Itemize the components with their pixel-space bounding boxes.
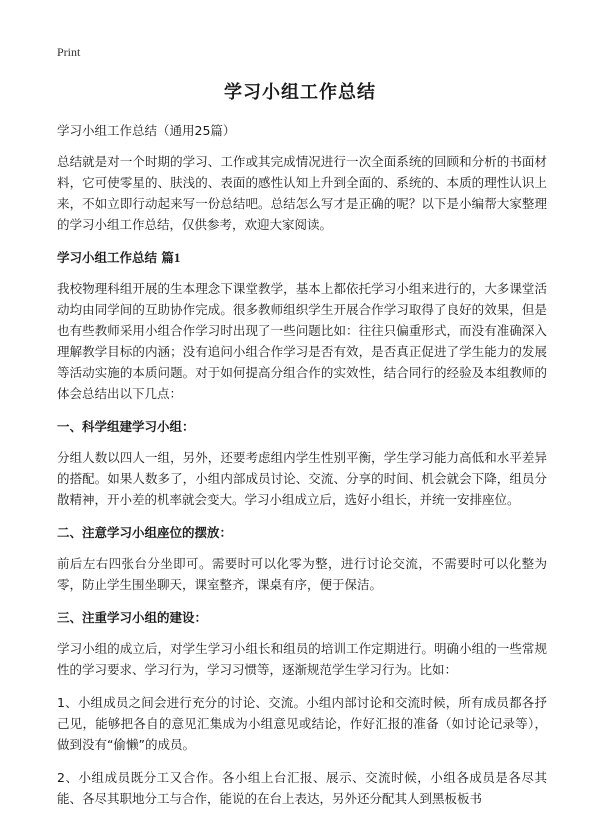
paragraph-two: 前后左右四张台分坐即可。需要时可以化零为整，进行讨论交流，不需要时可以化整为零，防止学生围坐聊天，课室整齐，课桌有序，便于保洁。 bbox=[57, 556, 547, 592]
document-body bbox=[57, 120, 547, 821]
section-paragraph: 我校物理科组开展的生本理念下课堂教学，基本上都依托学习小组来进行的，大多课堂活动均由同学间的互助协作完成。很多教师组织学生开展合作学习取得了良好的效果，但是也有些教师采用小组合作学习时出现了一些问题比如：往往只偏重形式，而没有准确深入理解教学目标的内涵；没有追问小组合作学习是否有效，是否真正促进了学生能力的发展等活动实施的本质问题。对于如何提高分组合作的实效性，结合同行的经验及本组教师的体会总结出以下几点： bbox=[57, 281, 547, 401]
section-heading-text: 学习小组工作总结 篇 bbox=[57, 250, 174, 265]
subheading-two: 二、注意学习小组座位的摆放： bbox=[57, 525, 233, 540]
document-title: 学习小组工作总结 bbox=[224, 82, 376, 103]
section-heading bbox=[57, 247, 547, 268]
list-item-1: 1、小组成员之间会进行充分的讨论、交流。小组内部讨论和交流时候，所有成员都各抒己见，能够把各自的意见汇集成为小组意见或结论，作好汇报的准备（如讨论记录等），做到没有“偷懒”的成员。 bbox=[57, 695, 547, 752]
section-heading-number: 1 bbox=[173, 250, 181, 265]
print-link[interactable]: Print bbox=[57, 45, 81, 59]
paragraph-three: 学习小组的成立后，对学生学习小组长和组员的培训工作定期进行。明确小组的一些常规性的学习要求、学习行为，学习习惯等，逐渐规范学生学习行为。比如： bbox=[57, 641, 547, 677]
document-subtitle: 学习小组工作总结（通用25篇） bbox=[57, 123, 236, 138]
paragraph-one: 分组人数以四人一组，另外，还要考虑组内学生性别平衡，学生学习能力高低和水平差异的搭配。如果人数多了，小组内部成员讨论、交流、分享的时间、机会就会下降，组员分散精神，开小差的机率就会变大。学习小组成立后，选好小组长，并统一安排座位。 bbox=[57, 450, 547, 507]
subheading-one: 一、科学组建学习小组： bbox=[57, 419, 195, 434]
subheading-three: 三、注重学习小组的建设： bbox=[57, 610, 208, 625]
list-item-2: 2、小组成员既分工又合作。各小组上台汇报、展示、交流时候，小组各成员是各尽其能、各尽其职地分工与合作，能说的在台上表达，另外还分配其人到黑板板书 bbox=[57, 770, 547, 806]
intro-paragraph: 总结就是对一个时期的学习、工作或其完成情况进行一次全面系统的回顾和分析的书面材料，它可使零星的、肤浅的、表面的感性认知上升到全面的、系统的、本质的理性认识上来，不如立即行动起来写一份总结吧。总结怎么写才是正确的呢？以下是小编帮大家整理的学习小组工作总结，仅供参考，欢迎大家阅读。 bbox=[57, 154, 547, 232]
